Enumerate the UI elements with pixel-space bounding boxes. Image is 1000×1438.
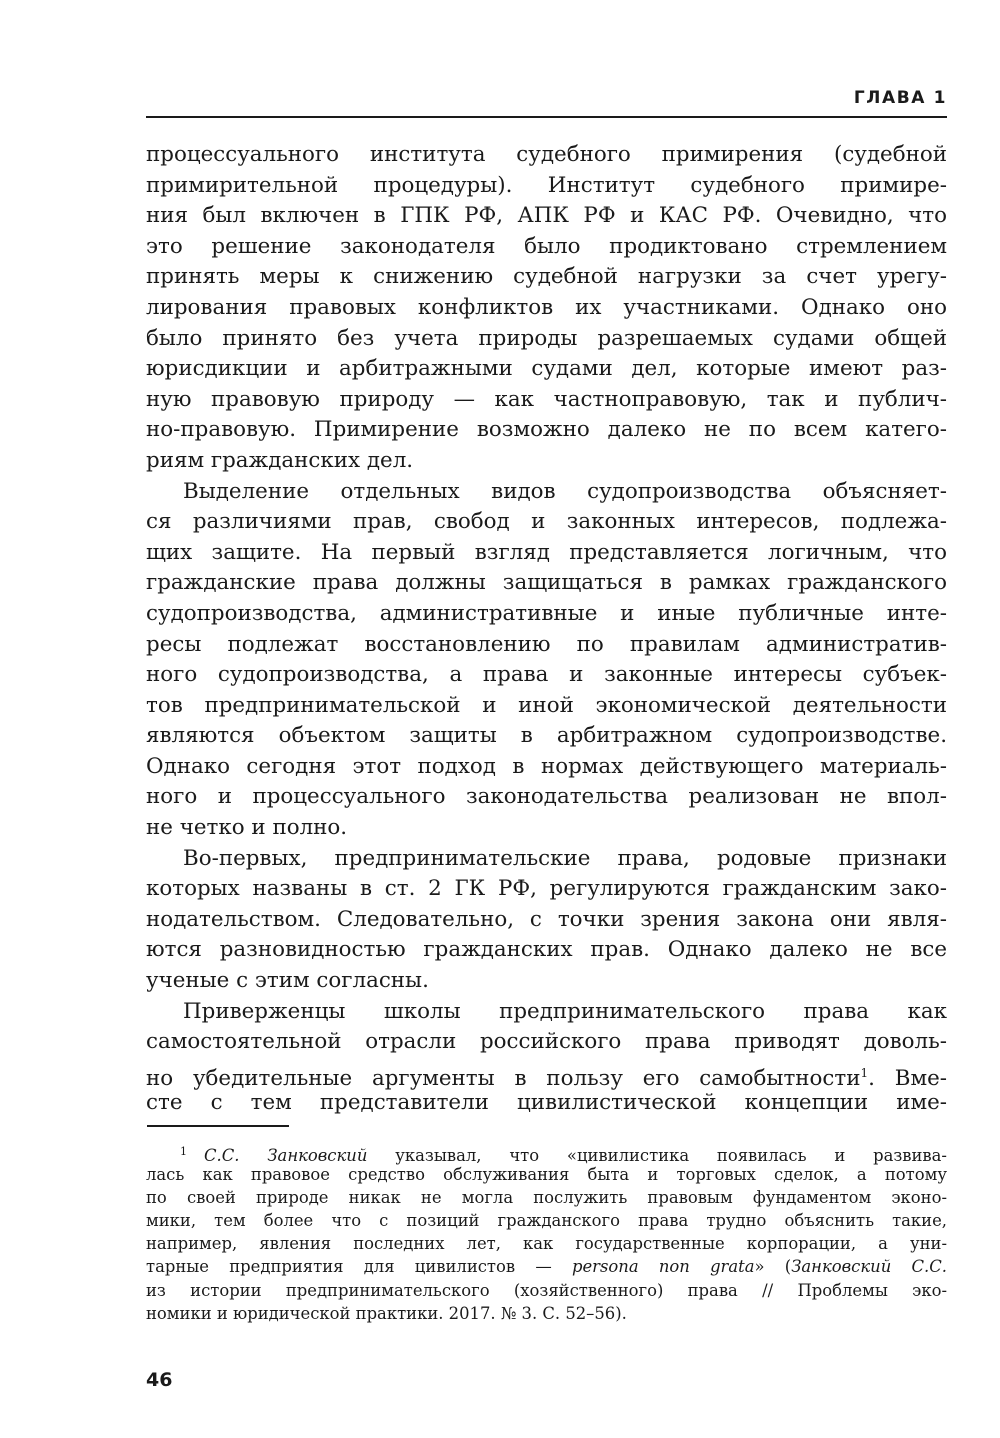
chapter-label: ГЛАВА 1 xyxy=(853,88,947,108)
footnote-line xyxy=(146,1255,947,1278)
footnote-fragment: указывал, что «цивилистика появилась и развива- xyxy=(367,1146,947,1165)
text-fragment: но убедительные аргументы в пользу его самобытности xyxy=(146,1065,861,1091)
text-line: риям гражданских дел. xyxy=(146,447,414,473)
text-line: ученые с этим согласны. xyxy=(146,968,429,994)
text-line: ного судопроизводства, а права и законные интересы субъек- xyxy=(146,662,947,688)
footnote xyxy=(146,1140,947,1325)
text-line: сте с тем представители цивилистической концепции име- xyxy=(146,1090,947,1116)
text-line: но-правовую. Примирение возможно далеко не по всем катего- xyxy=(146,417,947,443)
main-text xyxy=(146,140,947,1119)
text-line: ресы подлежат восстановлению по правилам административ- xyxy=(146,631,947,657)
running-head xyxy=(146,82,947,118)
text-line: судопроизводства, административные и иные публичные инте- xyxy=(146,600,947,626)
footnote-rule xyxy=(147,1125,289,1127)
text-line: лирования правовых конфликтов их участниками. Однако оно xyxy=(146,294,947,320)
text-line: Однако сегодня этот подход в нормах действующего материаль- xyxy=(146,753,947,779)
footnote-reference[interactable]: 1 xyxy=(860,1065,869,1080)
text-line: ния был включен в ГПК РФ, АПК РФ и КАС РФ. Очевидно, что xyxy=(146,203,947,229)
text-line: гражданские права должны защищаться в рамках гражданского xyxy=(146,570,947,596)
text-line: принять меры к снижению судебной нагрузки за счет урегу- xyxy=(146,264,947,290)
text-line: ся различиями прав, свобод и законных интересов, подлежа- xyxy=(146,509,947,535)
text-line: процессуального института судебного примирения (судебной xyxy=(146,142,947,167)
text-line: примирительной процедуры). Институт судебного примире- xyxy=(146,172,947,198)
text-line: нодательством. Следовательно, с точки зрения закона они явля- xyxy=(146,906,947,932)
text-line-with-note xyxy=(146,1058,947,1089)
text-line: не четко и полно. xyxy=(146,815,348,841)
footnote-citation-author: Занковский С.С. xyxy=(791,1257,948,1277)
text-line: являются объектом защиты в арбитражном судопроизводстве. xyxy=(146,723,947,749)
footnote-line: мики, тем более что с позиций гражданского права трудно объяснить такие, xyxy=(146,1211,947,1231)
text-fragment: . Вме- xyxy=(868,1065,947,1091)
footnote-fragment: » ( xyxy=(754,1257,792,1277)
footnote-italic: persona non grata xyxy=(571,1257,755,1277)
text-line: ную правовую природу — как частноправовую, так и публич- xyxy=(146,386,947,412)
text-line: Во-первых, предпринимательские права, родовые признаки xyxy=(183,845,947,871)
text-line: щих защите. На первый взгляд представляется логичным, что xyxy=(146,539,947,565)
text-line: это решение законодателя было продиктовано стремлением xyxy=(146,233,947,259)
text-line: Приверженцы школы предпринимательского права как xyxy=(183,998,947,1024)
footnote-line: из истории предпринимательского (хозяйственного) права // Проблемы эко- xyxy=(146,1280,947,1300)
text-line: ются разновидностью гражданских прав. Однако далеко не все xyxy=(146,937,947,963)
text-line: было принято без учета природы разрешаемых судами общей xyxy=(146,325,947,351)
text-line: Выделение отдельных видов судопроизводства объясняет- xyxy=(183,478,947,504)
footnote-line: номики и юридической практики. 2017. № 3. С. 52–56). xyxy=(146,1303,627,1323)
text-line: тов предпринимательской и иной экономической деятельности xyxy=(146,692,947,718)
footnote-line xyxy=(146,1140,947,1163)
footnote-line: лась как правовое средство обслуживания быта и торговых сделок, а потому xyxy=(146,1165,947,1185)
footnote-author: С.С. Занковский xyxy=(204,1146,368,1165)
footnote-line: по своей природе никак не могла послужить правовым фундаментом эконо- xyxy=(146,1188,947,1208)
footnote-line: например, явления последних лет, как государственные корпорации, а уни- xyxy=(146,1234,947,1254)
footnote-mark: 1 xyxy=(180,1145,187,1158)
text-line: которых названы в ст. 2 ГК РФ, регулируются гражданским зако- xyxy=(146,876,947,902)
text-line: самостоятельной отрасли российского права приводят доволь- xyxy=(146,1029,947,1055)
header-rule xyxy=(146,116,947,118)
page-number: 46 xyxy=(146,1369,173,1391)
footnote-fragment: тарные предприятия для цивилистов — xyxy=(146,1257,572,1277)
text-line: юрисдикции и арбитражными судами дел, которые имеют раз- xyxy=(146,356,947,382)
text-line: ного и процессуального законодательства реализован не впол- xyxy=(146,784,947,810)
